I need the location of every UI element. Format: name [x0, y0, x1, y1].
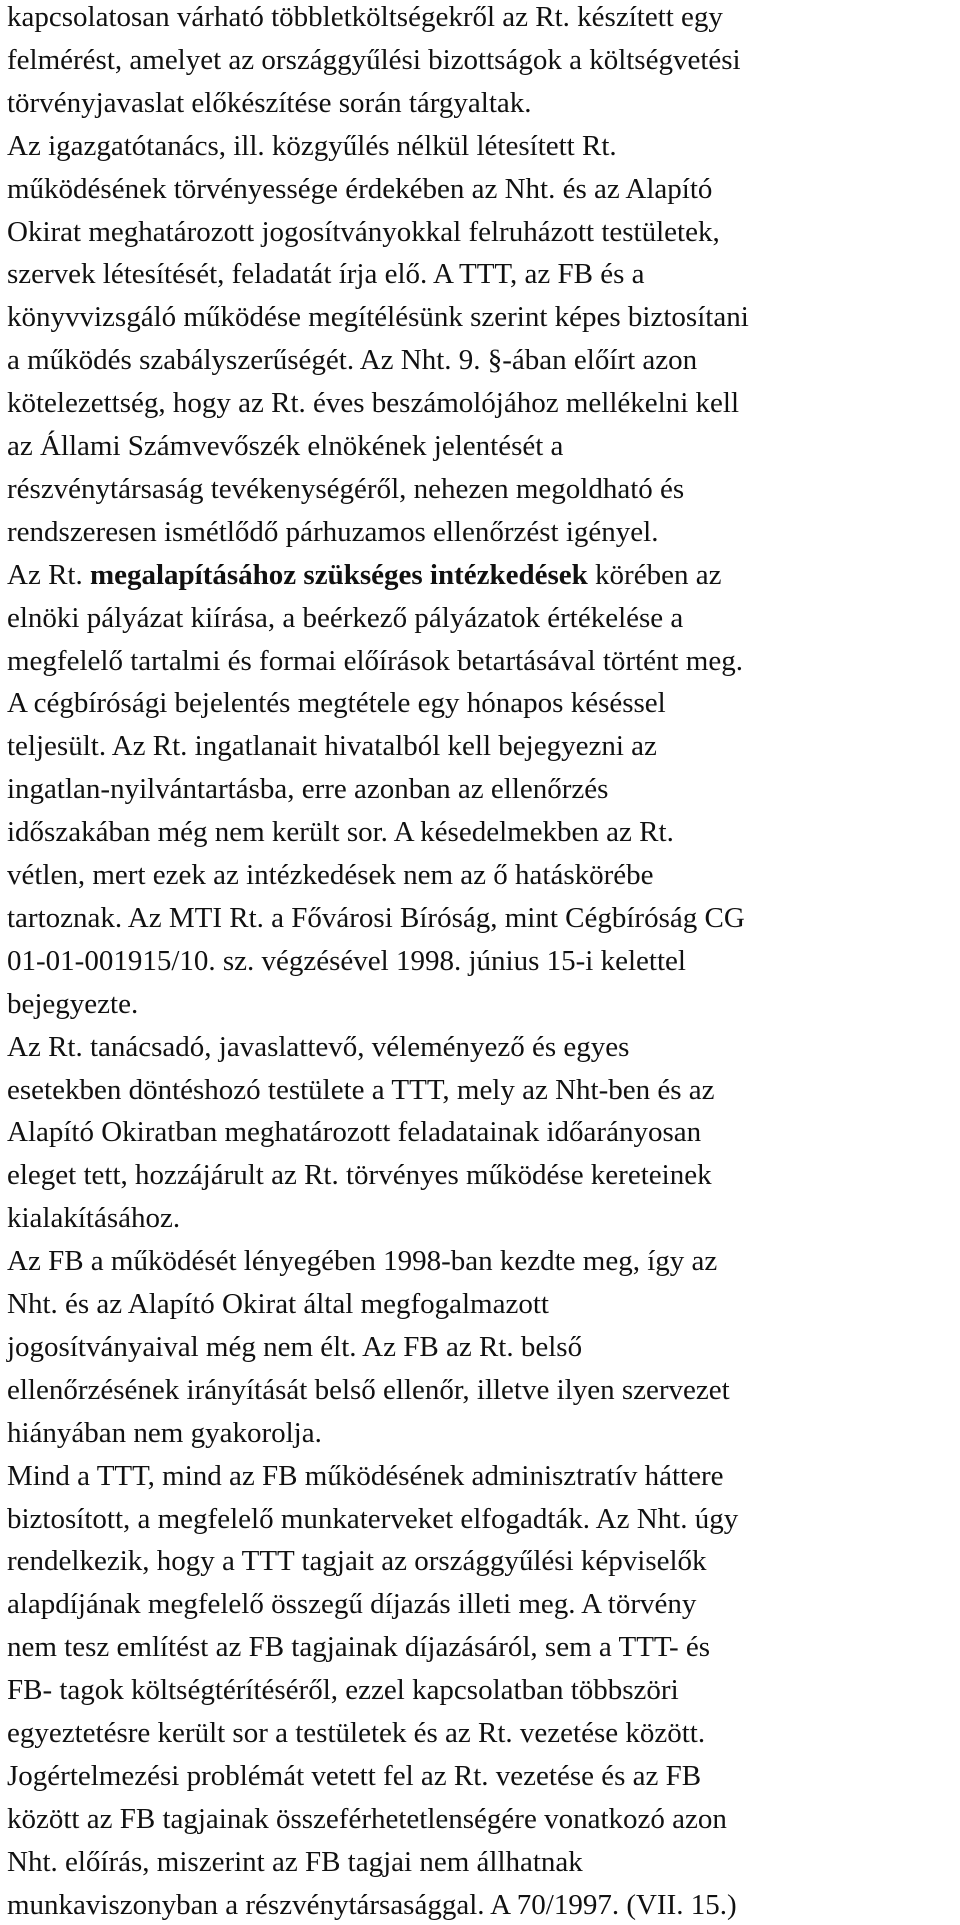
text-line: könyvvizsgáló működése megítélésünk szerint képes biztosítani: [7, 301, 749, 334]
text-line: bejegyezte.: [7, 987, 139, 1020]
text-line: Alapító Okiratban meghatározott feladatainak időarányosan: [7, 1116, 702, 1149]
text-line: időszakában még nem került sor. A késedelmekben az Rt.: [7, 816, 674, 849]
text-line: hiányában nem gyakorolja.: [7, 1416, 322, 1449]
text-line: teljesült. Az Rt. ingatlanait hivatalból kell bejegyezni az: [7, 730, 657, 763]
text-line: [7, 555, 721, 595]
text-line: nem tesz említést az FB tagjainak díjazásáról, sem a TTT- és: [7, 1631, 711, 1664]
text-line: Az Rt. tanácsadó, javaslattevő, véleményező és egyes: [7, 1030, 630, 1063]
text-line: 01-01-001915/10. sz. végzésével 1998. június 15-i kelettel: [7, 944, 686, 977]
bold-phrase: megalapításához szükséges intézkedések: [89, 558, 588, 591]
text-line: törvényjavaslat előkészítése során tárgyaltak.: [7, 86, 532, 119]
text-line: tartoznak. Az MTI Rt. a Fővárosi Bíróság, mint Cégbíróság CG: [7, 901, 745, 934]
text-line: kapcsolatosan várható többletköltségekről az Rt. készített egy: [7, 1, 723, 33]
text-line: szervek létesítését, feladatát írja elő. A TTT, az FB és a: [7, 258, 645, 291]
text-line: ingatlan-nyilvántartásba, erre azonban az ellenőrzés: [7, 773, 609, 806]
text-line: A cégbírósági bejelentés megtétele egy hónapos késéssel: [7, 687, 666, 720]
text-line: alapdíjának megfelelő összegű díjazás illeti meg. A törvény: [7, 1588, 697, 1621]
text-line: Okirat meghatározott jogosítványokkal felruházott testületek,: [7, 215, 720, 248]
text-line: FB- tagok költségtérítéséről, ezzel kapcsolatban többszöri: [7, 1674, 679, 1707]
text-line: ellenőrzésének irányítását belső ellenőr, illetve ilyen szervezet: [7, 1373, 730, 1406]
text-line: Nht. előírás, miszerint az FB tagjai nem állhatnak: [7, 1845, 583, 1878]
text-line: Mind a TTT, mind az FB működésének adminisztratív háttere: [7, 1459, 724, 1492]
text-line: között az FB tagjainak összeférhetetlenségére vonatkozó azon: [7, 1802, 727, 1835]
text-line: működésének törvényessége érdekében az Nht. és az Alapító: [7, 172, 713, 205]
text-line: rendelkezik, hogy a TTT tagjait az országgyűlési képviselők: [7, 1545, 707, 1578]
text-line: Jogértelmezési problémát vetett fel az Rt. vezetése és az FB: [7, 1759, 702, 1792]
text-line: munkaviszonyban a részvénytársasággal. A 70/1997. (VII. 15.): [7, 1888, 737, 1921]
text-line: jogosítványaival még nem élt. Az FB az Rt. belső: [7, 1330, 583, 1363]
text-segment: körében az: [587, 558, 722, 591]
text-line: részvénytársaság tevékenységéről, nehezen megoldható és: [7, 472, 685, 505]
text-line: megfelelő tartalmi és formai előírások betartásával történt meg.: [7, 644, 743, 677]
text-line: elnöki pályázat kiírása, a beérkező pályázatok értékelése a: [7, 601, 684, 634]
text-line: esetekben döntéshozó testülete a TTT, mely az Nht-ben és az: [7, 1073, 715, 1106]
text-line: eleget tett, hozzájárult az Rt. törvényes működése kereteinek: [7, 1159, 712, 1192]
text-line: a működés szabályszerűségét. Az Nht. 9. §-ában előírt azon: [7, 344, 698, 377]
text-line: egyeztetésre került sor a testületek és az Rt. vezetése között.: [7, 1717, 706, 1749]
text-line: kötelezettség, hogy az Rt. éves beszámolójához mellékelni kell: [7, 387, 739, 420]
text-line: kialakításához.: [7, 1202, 181, 1235]
text-line: Nht. és az Alapító Okirat által megfogalmazott: [7, 1288, 549, 1320]
text-line: Az FB a működését lényegében 1998-ban kezdte meg, így az: [7, 1245, 718, 1278]
text-line: felmérést, amelyet az országgyűlési bizottságok a költségvetési: [7, 43, 741, 76]
text-line: biztosított, a megfelelő munkaterveket elfogadták. Az Nht. úgy: [7, 1502, 739, 1535]
text-line: Az igazgatótanács, ill. közgyűlés nélkül létesített Rt.: [7, 129, 617, 162]
text-line: rendszeresen ismétlődő párhuzamos ellenőrzést igényel.: [7, 515, 659, 548]
text-segment: Az Rt.: [7, 558, 90, 591]
text-line: az Állami Számvevőszék elnökének jelentését a: [7, 430, 564, 462]
text-line: vétlen, mert ezek az intézkedések nem az ő hatáskörébe: [7, 859, 654, 891]
